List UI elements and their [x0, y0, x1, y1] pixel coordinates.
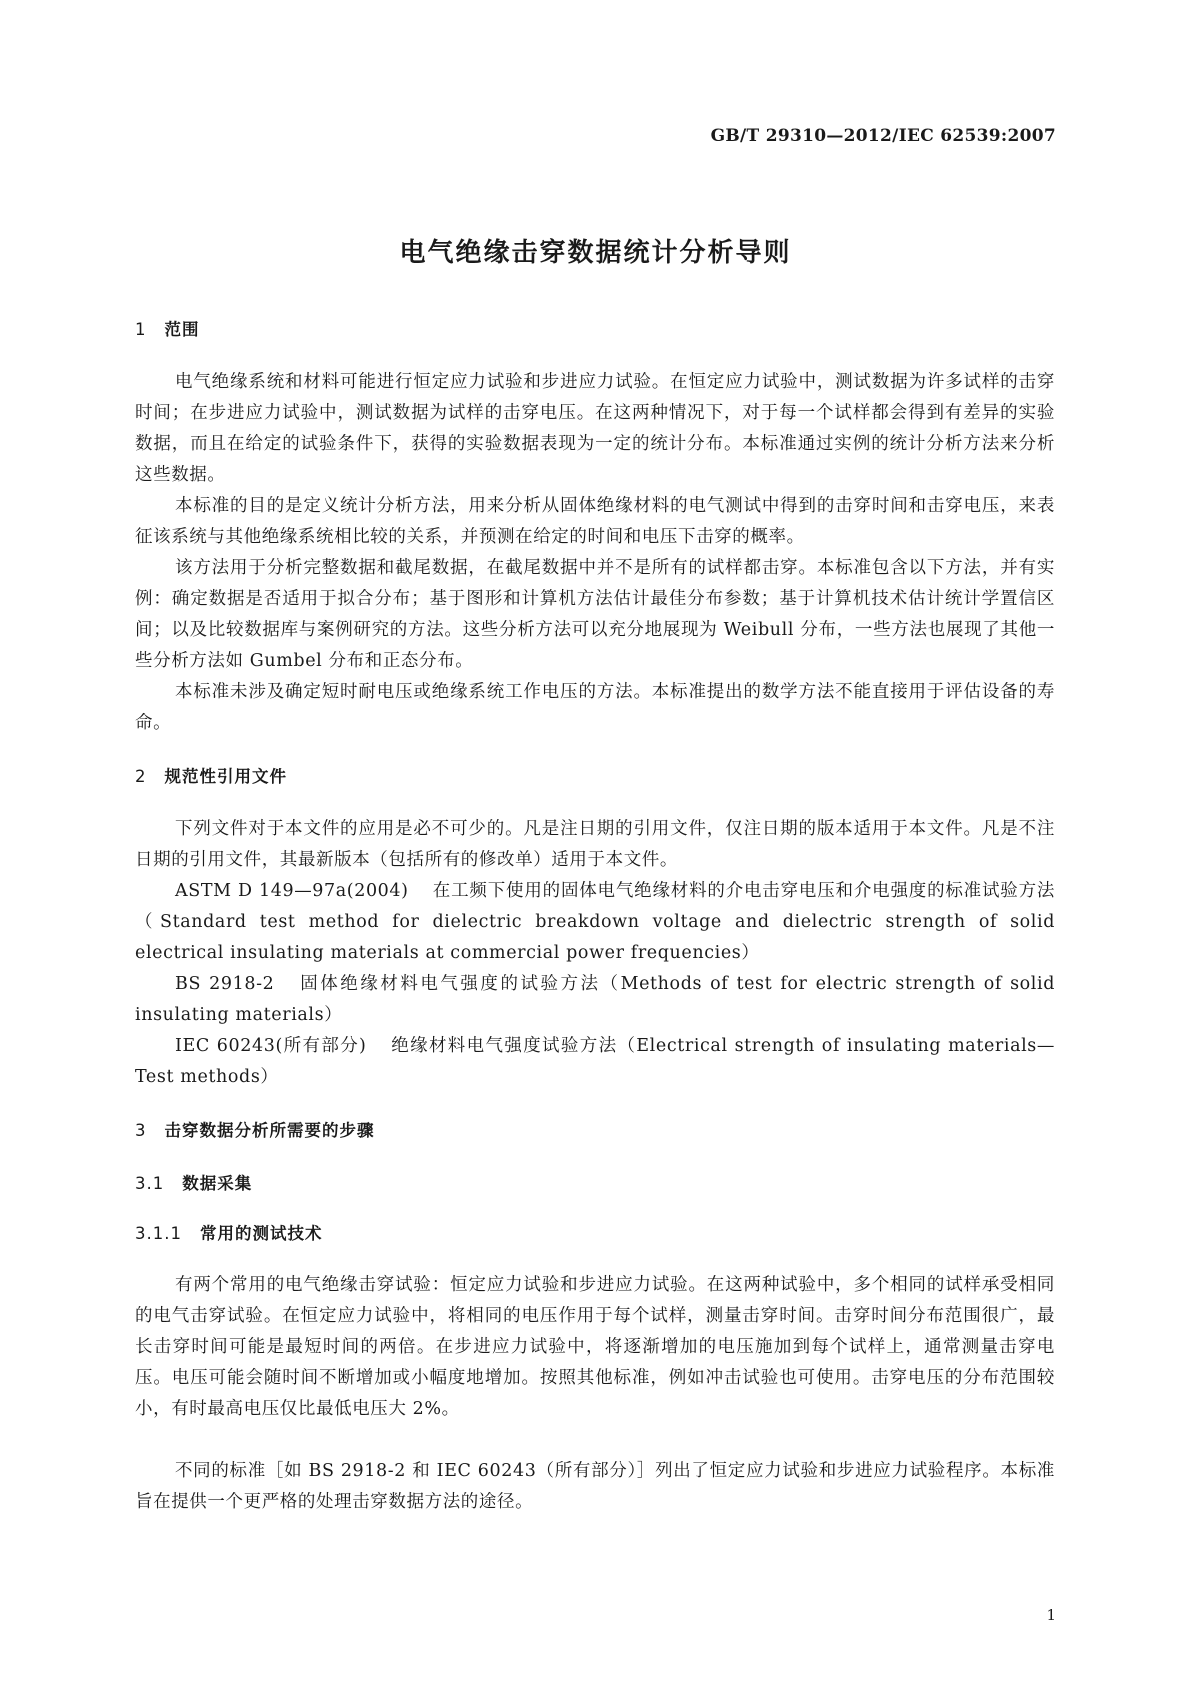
section-1-paragraph-3: 该方法用于分析完整数据和截尾数据，在截尾数据中并不是所有的试样都击穿。本标准包含以下方法，并有实例：确定数据是否适用于拟合分布；基于图形和计算机方法估计最佳分布参数；基于计算机技术估计统计学置信区间；以及比较数据库与案例研究的方法。这些分析方法可以充分地展现为 Weibull 分布，一些方法也展现了其他一些分析方法如 Gumbel 分布和正态分布。: [135, 558, 1055, 671]
reference-item: [135, 876, 1055, 969]
reference-item: [135, 969, 1055, 1031]
document-title: 电气绝缘击穿数据统计分析导则: [399, 238, 792, 268]
section-title: 范围: [164, 320, 200, 339]
section-1-paragraph-1: 电气绝缘系统和材料可能进行恒定应力试验和步进应力试验。在恒定应力试验中，测试数据为许多试样的击穿时间；在步进应力试验中，测试数据为试样的击穿电压。在这两种情况下，对于每一个试样都会得到有差异的实验数据，而且在给定的试验条件下，获得的实验数据表现为一定的统计分布。本标准通过实例的统计分析方法来分析这些数据。: [135, 372, 1055, 485]
reference-item: [135, 1031, 1055, 1093]
section-3-heading: [135, 1117, 375, 1141]
section-title: 击穿数据分析所需要的步骤: [164, 1121, 375, 1140]
section-number: 2: [135, 767, 147, 786]
section-1-paragraph-2: 本标准的目的是定义统计分析方法，用来分析从固体绝缘材料的电气测试中得到的击穿时间和击穿电压，来表征该系统与其他绝缘系统相比较的关系，并预测在给定的时间和电压下击穿的概率。: [135, 496, 1055, 547]
subsection-3-1-1-heading: [135, 1220, 322, 1244]
reference-text: 在工频下使用的固体电气绝缘材料的介电击穿电压和介电强度的标准试验方法（Standard test method for dielectric breakdown voltage and dielectric strength of solid electrical insulating materials at commercial power frequencies）: [135, 881, 1056, 963]
section-1-heading: [135, 316, 200, 340]
section-3-paragraph-1: 有两个常用的电气绝缘击穿试验：恒定应力试验和步进应力试验。在这两种试验中，多个相同的试样承受相同的电气击穿试验。在恒定应力试验中，将相同的电压作用于每个试样，测量击穿时间。击穿时间分布范围很广，最长击穿时间可能是最短时间的两倍。在步进应力试验中，将逐渐增加的电压施加到每个试样上，通常测量击穿电压。电压可能会随时间不断增加或小幅度地增加。按照其他标准，例如冲击试验也可使用。击穿电压的分布范围较小，有时最高电压仅比最低电压大 2%。: [135, 1275, 1055, 1419]
reference-code: IEC 60243(所有部分): [175, 1036, 367, 1056]
section-1-paragraph-4: 本标准未涉及确定短时耐电压或绝缘系统工作电压的方法。本标准提出的数学方法不能直接用于评估设备的寿命。: [135, 682, 1055, 733]
section-2-paragraph-1: 下列文件对于本文件的应用是必不可少的。凡是注日期的引用文件，仅注日期的版本适用于本文件。凡是不注日期的引用文件，其最新版本（包括所有的修改单）适用于本文件。: [135, 819, 1055, 870]
section-title: 规范性引用文件: [164, 767, 287, 786]
section-2-heading: [135, 763, 287, 787]
section-title: 常用的测试技术: [199, 1224, 323, 1243]
reference-text: 绝缘材料电气强度试验方法（Electrical strength of insulating materials—Test methods）: [135, 1036, 1055, 1087]
section-3-paragraph-2: 不同的标准［如 BS 2918-2 和 IEC 60243（所有部分）］列出了恒定应力试验和步进应力试验程序。本标准旨在提供一个更严格的处理击穿数据方法的途径。: [135, 1461, 1055, 1512]
reference-code: ASTM D 149—97a(2004): [175, 881, 409, 901]
section-number: 3: [135, 1121, 147, 1140]
section-number: 3.1: [135, 1174, 165, 1193]
subsection-3-1-heading: [135, 1170, 252, 1194]
page-number: 1: [1046, 1606, 1056, 1624]
section-title: 数据采集: [182, 1174, 253, 1193]
section-number: 3.1.1: [135, 1224, 182, 1243]
standard-identifier: GB/T 29310—2012/IEC 62539:2007: [710, 126, 1056, 146]
reference-code: BS 2918-2: [175, 974, 275, 994]
reference-text: 固体绝缘材料电气强度的试验方法（Methods of test for electric strength of solid insulating materials）: [135, 974, 1055, 1025]
section-number: 1: [135, 320, 147, 339]
